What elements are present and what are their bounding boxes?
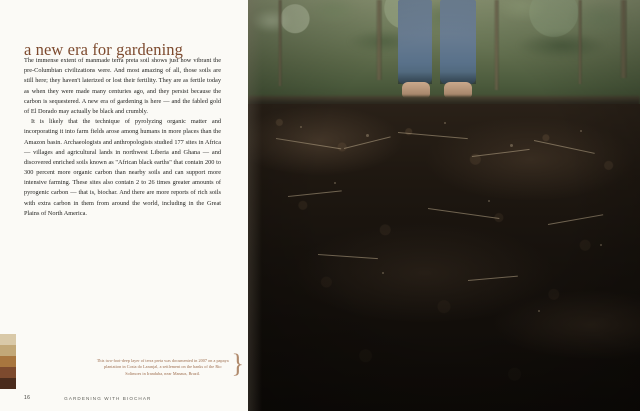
trouser-leg-left [398, 0, 432, 84]
soil-fleck [300, 126, 302, 128]
page-number: 16 [24, 395, 31, 401]
body-text [24, 56, 221, 219]
soil-fleck [538, 310, 540, 312]
swatch-4 [0, 367, 16, 378]
swatch-5 [0, 378, 16, 389]
page-title: a new era for gardening [24, 40, 183, 60]
soil-profile-photograph [248, 0, 640, 411]
caption-brace-icon: } [231, 348, 244, 378]
soil-fleck [580, 130, 582, 132]
trouser-leg-right [440, 0, 476, 84]
swatch-3 [0, 356, 16, 367]
terra-preta-layer [248, 104, 640, 411]
running-head: GARDENING WITH BIOCHAR [64, 395, 152, 401]
soil-fleck [334, 182, 336, 184]
soil-fleck [510, 144, 513, 147]
person-legs [396, 0, 506, 108]
tree-trunk [620, 0, 627, 78]
tree-trunk [376, 0, 382, 80]
left-page [0, 0, 248, 411]
paragraph-1: The immense extent of manmade terra preta soil shows just how vibrant the pre-Columbian civilizations were. And most amazing of all, those soils are still here; they haven't laterized or lost their fertility. They are as fertile today as when they were made many centuries ago, and they persist because the carbon is sequestered. A new era of gardening is here — and the fabled gold of El Dorado may actually be black and crumbly. [24, 57, 221, 115]
soil-fleck [488, 200, 490, 202]
swatch-2 [0, 345, 16, 356]
figure-caption-block [96, 348, 244, 378]
swatch-1 [0, 334, 16, 345]
tree-trunk [278, 0, 282, 86]
soil-fleck [366, 134, 369, 137]
page-footer [24, 395, 234, 401]
right-page [248, 0, 640, 411]
tree-trunk [578, 0, 582, 84]
soil-fleck [382, 272, 384, 274]
soil-fleck [600, 244, 602, 246]
paragraph-2: It is likely that the technique of pyrolyzing organic matter and incorporating it into farm fields arose among humans in more places than the Amazon basin. Archaeologists and anthropologists studied 177 sites in Africa — villages and agricultural lands in northwest Liberia and Ghana — and discovered enriched soils known as "African black earths" that contain 200 to 300 percent more organic carbon than nearby soils and can support more intensive farming. These sites also contain 2 to 26 times greater amounts of pyrogenic carbon — that is, biochar. And there are more reports of rich soils with extra carbon in them from around the world, including in the Great Plains of North America. [24, 118, 221, 217]
figure-caption: This two-foot-deep layer of terra preta was documented in 2007 on a papaya plantation in Costa do Laranjal, a settlement on the banks of the Rio Solimoes in Iranduba, near Manaus, Brazil. [96, 357, 229, 376]
soil-fleck [444, 122, 446, 124]
color-swatch-strip [0, 334, 16, 389]
